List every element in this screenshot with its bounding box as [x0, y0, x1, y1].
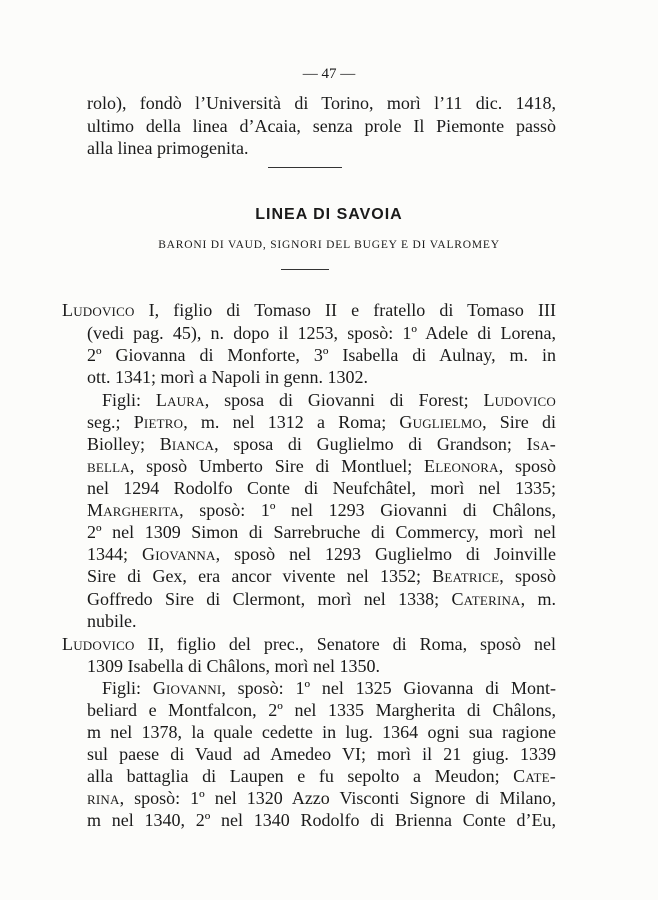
text-line: seg.; Pietro, m. nel 1312 a Roma; Guglielmo, Sire di	[87, 412, 556, 432]
text-line: alla linea primogenita.	[87, 138, 249, 158]
page-number: — 47 —	[302, 66, 356, 82]
text-line: m nel 1378, la quale cedette in lug. 1364 ogni sua ragione	[87, 722, 556, 742]
person-name: Giovanna	[142, 544, 216, 564]
divider	[281, 269, 329, 270]
text-line: m nel 1340, 2º nel 1340 Rodolfo di Brienna Conte d’Eu,	[87, 810, 556, 830]
text-line: Sire di Gex, era ancor vivente nel 1352; Beatrice, sposò	[87, 566, 557, 586]
person-name: Guglielmo	[399, 412, 483, 432]
person-name: Bianca	[159, 434, 215, 454]
text-line: Ludovico I, figlio di Tomaso II e fratello di Tomaso III	[62, 300, 556, 320]
person-name: Eleonora	[424, 456, 499, 476]
person-name: Caterina	[451, 589, 521, 609]
text-line: bella, sposò Umberto Sire di Montluel; Eleonora, sposò	[87, 456, 556, 476]
text-line: nubile.	[87, 611, 137, 631]
text-line: sul paese di Vaud ad Amedeo VI; morì il 21 giug. 1339	[87, 744, 556, 764]
person-name: Cate-	[513, 766, 556, 786]
person-name: Ludovico	[62, 300, 135, 320]
person-name: bella	[87, 456, 130, 476]
person-name: Ludovico	[483, 390, 556, 410]
text-line: Figli: Giovanni, sposò: 1º nel 1325 Giovanna di Mont-	[102, 678, 557, 698]
text-line: Figli: Laura, sposa di Giovanni di Forest; Ludovico	[102, 390, 556, 410]
text-line: ultimo della linea d’Acaia, senza prole Il Piemonte passò	[87, 116, 556, 136]
person-name: Giovanni	[152, 678, 222, 698]
person-name: rina	[87, 788, 120, 808]
text-line: Margherita, sposò: 1º nel 1293 Giovanni di Châlons,	[87, 500, 556, 520]
text-line: nel 1294 Rodolfo Conte di Neufchâtel, morì nel 1335;	[87, 478, 556, 498]
person-name: Ludovico	[62, 634, 135, 654]
person-name: Laura	[155, 390, 205, 410]
text-line: Goffredo Sire di Clermont, morì nel 1338; Caterina, m.	[87, 589, 556, 609]
divider	[268, 167, 342, 168]
text-line: 2º Giovanna di Monforte, 3º Isabella di Aulnay, m. in	[87, 345, 556, 365]
text-line: rolo), fondò l’Università di Torino, morì l’11 dic. 1418,	[87, 93, 556, 113]
text-line: 1309 Isabella di Châlons, morì nel 1350.	[87, 656, 380, 676]
text-line: 1344; Giovanna, sposò nel 1293 Guglielmo di Joinville	[87, 544, 556, 564]
text-line: 2º nel 1309 Simon di Sarrebruche di Commercy, morì nel	[87, 522, 556, 542]
text-line: Biolley; Bianca, sposa di Guglielmo di Grandson; Isa-	[87, 434, 557, 454]
section-title: LINEA DI SAVOIA	[255, 206, 403, 223]
text-line: beliard e Montfalcon, 2º nel 1335 Margherita di Châlons,	[87, 700, 556, 720]
text-line: ott. 1341; morì a Napoli in genn. 1302.	[87, 367, 368, 387]
text-line: Ludovico II, figlio del prec., Senatore di Roma, sposò nel	[62, 634, 556, 654]
text-line: rina, sposò: 1º nel 1320 Azzo Visconti Signore di Milano,	[87, 788, 556, 808]
text-line: (vedi pag. 45), n. dopo il 1253, sposò: 1º Adele di Lorena,	[87, 323, 556, 343]
person-name: Beatrice	[432, 566, 500, 586]
person-name: Isa-	[526, 434, 557, 454]
section-subtitle: BARONI DI VAUD, SIGNORI DEL BUGEY E DI VALROMEY	[158, 239, 500, 251]
person-name: Margherita	[87, 500, 180, 520]
text-line: alla battaglia di Laupen e fu sepolto a Meudon; Cate-	[87, 766, 556, 786]
person-name: Pietro	[133, 412, 184, 432]
